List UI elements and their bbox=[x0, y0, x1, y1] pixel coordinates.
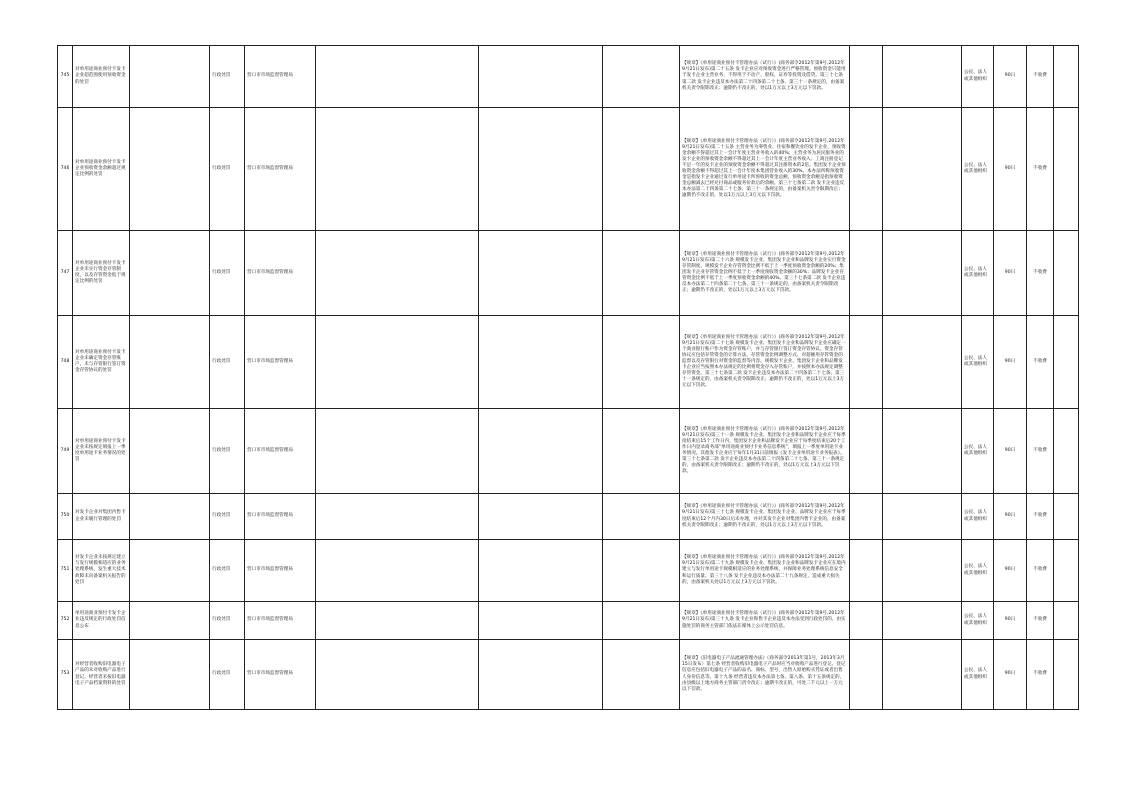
item-name: 对经营者收购旧电器电子产品的未对收购产品进行登记、经营者未按旧电器电子产品档案资料的处罚 bbox=[73, 640, 130, 710]
empty-cell bbox=[883, 640, 962, 710]
item-subject: 公民、法人或其他组织 bbox=[962, 316, 994, 409]
item-fee: 不收费 bbox=[1027, 540, 1054, 602]
item-name: 对发卡企业未按规定建立与发行规模相适应的业务处理系统，发生重大技术故障未向备案机关报告的处罚 bbox=[73, 540, 130, 602]
empty-cell bbox=[130, 409, 210, 494]
empty-cell bbox=[316, 494, 479, 540]
item-subject: 公民、法人或其他组织 bbox=[962, 540, 994, 602]
empty-cell bbox=[316, 108, 479, 231]
table-row bbox=[58, 231, 1079, 316]
item-number: 747 bbox=[58, 231, 73, 316]
empty-cell bbox=[850, 602, 883, 640]
empty-cell bbox=[316, 602, 479, 640]
item-number: 752 bbox=[58, 602, 73, 640]
empty-cell bbox=[850, 540, 883, 602]
item-subject: 公民、法人或其他组织 bbox=[962, 640, 994, 710]
empty-cell bbox=[316, 540, 479, 602]
empty-cell bbox=[850, 316, 883, 409]
empty-cell bbox=[1054, 108, 1079, 231]
item-basis: 【规章】《单用途商业预付卡管理办法（试行）》(商务部令2012年第9号,2012年9月21日发布)第二十五条 主营业务为零售业、住宿和餐饮业的发卡企业，预收资金余额不得超过其上一会计年度主营业务收入的40%；主营业务为居民服务业的发卡企业的预收资金余额不得超过其上一会计年度主营业务收入；工商注册登记不足一年的发卡企业的预收资金余额不得超过其注册资本的2倍。集团发卡企业预收资金余额不得超过其上一会计年度本集团营业收入的30%。本办法所称预收资金是指发卡企业通过发行单用途卡所预收的资金总额，预收资金余额是指预收资金总额减去已经兑付商品或服务价款后的余额。第三十七条第二款 发卡企业违反本办法第二十四条第二十七条、第三十一条规定的，由备案机关责令限期改正；逾期仍不改正的，处以1万元以上3万元以下罚款。 bbox=[680, 108, 850, 231]
empty-cell bbox=[603, 108, 680, 231]
item-number: 750 bbox=[58, 494, 73, 540]
table-row bbox=[58, 640, 1079, 710]
item-basis: 【规章】《单用途商业预付卡管理办法（试行）》(商务部令2012年第9号,2012年9月21日发布)第三十九条 发卡企业和售卡企业违反本办法受到行政处罚的，由实施处罚的商务主管部门依法在媒体上公示处罚信息。 bbox=[680, 602, 850, 640]
item-type: 行政处罚 bbox=[210, 540, 245, 602]
empty-cell bbox=[603, 640, 680, 710]
item-dept: 营口市市场监督管理局 bbox=[245, 602, 316, 640]
catalog-table bbox=[57, 45, 1079, 710]
item-subject: 公民、法人或其他组织 bbox=[962, 231, 994, 316]
empty-cell bbox=[1054, 46, 1079, 108]
item-dept: 营口市市场监督管理局 bbox=[245, 540, 316, 602]
empty-cell bbox=[603, 409, 680, 494]
empty-cell bbox=[1054, 316, 1079, 409]
item-subject: 公民、法人或其他组织 bbox=[962, 108, 994, 231]
item-basis: 【规章】《单用途商业预付卡管理办法（试行）》(商务部令2012年第9号,2012年9月21日发布)第二十七条 规模发卡企业、集团发卡企业和品牌发卡企业应确定一个商业银行账户作为资金存管账户，并与存管银行签订资金存管协议。资金存管协议应包括存管资金的计算方法、存管资金比例调整方式、对超额用存管资金的监督以及存管银行对资金的监督等内容。规模发卡企业、集团发卡企业和品牌发卡企业应当按照本办法规定的比例将资金存入存管账户，并按照本办法规定调整存管资金。第三十七条第二款 发卡企业违反本办法第二十四条第二十七条、第三十一条规定的，由备案机关责令限期改正；逾期仍不改正的，处以1万元以上3万元以下罚款。 bbox=[680, 316, 850, 409]
item-dept: 营口市市场监督管理局 bbox=[245, 231, 316, 316]
empty-cell bbox=[1054, 640, 1079, 710]
item-basis: 【规章】《单用途商业预付卡管理办法（试行）》(商务部令2012年第9号,2012年9月21日发布)第二十六条 规模发卡企业、集团发卡企业和品牌发卡企业实行资金存管制度。规模发卡企业存管资金比例不低于上一季度预收资金余额的20%；集团发卡企业存管资金比例不低于上一季度预收资金余额的30%；品牌发卡企业存管资金比例不低于上一季度预收资金余额的40%。第三十七条第二款 发卡企业违反本办法第二十四条第二十七条、第三十一条规定的，由备案机关责令限期改正；逾期仍不改正的，处以1万元以上3万元以下罚款。 bbox=[680, 231, 850, 316]
item-number: 749 bbox=[58, 409, 73, 494]
table-row bbox=[58, 540, 1079, 602]
item-subject: 公民、法人或其他组织 bbox=[962, 409, 994, 494]
empty-cell bbox=[883, 46, 962, 108]
empty-cell bbox=[883, 409, 962, 494]
item-days: 90日 bbox=[994, 602, 1027, 640]
item-fee: 不收费 bbox=[1027, 494, 1054, 540]
table-row bbox=[58, 494, 1079, 540]
item-number: 753 bbox=[58, 640, 73, 710]
item-days: 90日 bbox=[994, 540, 1027, 602]
item-name: 对单用途商业预付卡发卡企业未按规定填报上一季度单用途卡业务情况的处罚 bbox=[73, 409, 130, 494]
item-dept: 营口市市场监督管理局 bbox=[245, 640, 316, 710]
item-days: 90日 bbox=[994, 409, 1027, 494]
item-dept: 营口市市场监督管理局 bbox=[245, 494, 316, 540]
item-name: 对单用途商业预付卡发卡企业超范围使用预收资金的处罚 bbox=[73, 46, 130, 108]
empty-cell bbox=[479, 108, 603, 231]
item-type: 行政处罚 bbox=[210, 231, 245, 316]
empty-cell bbox=[316, 46, 479, 108]
empty-cell bbox=[850, 46, 883, 108]
item-subject: 公民、法人或其他组织 bbox=[962, 494, 994, 540]
item-number: 751 bbox=[58, 540, 73, 602]
item-type: 行政处罚 bbox=[210, 640, 245, 710]
item-days: 90日 bbox=[994, 640, 1027, 710]
empty-cell bbox=[1054, 494, 1079, 540]
empty-cell bbox=[479, 494, 603, 540]
item-name: 对发卡企业对集团内售卡企业未履行管理的处罚 bbox=[73, 494, 130, 540]
empty-cell bbox=[479, 409, 603, 494]
empty-cell bbox=[316, 316, 479, 409]
empty-cell bbox=[883, 316, 962, 409]
item-dept: 营口市市场监督管理局 bbox=[245, 46, 316, 108]
item-type: 行政处罚 bbox=[210, 108, 245, 231]
empty-cell bbox=[850, 494, 883, 540]
item-number: 745 bbox=[58, 46, 73, 108]
item-subject: 公民、法人或其他组织 bbox=[962, 602, 994, 640]
item-name: 对单用途商业预付卡发卡企业未确定资金存管账户、未与存管银行签订资金存管协议的处罚 bbox=[73, 316, 130, 409]
empty-cell bbox=[603, 316, 680, 409]
empty-cell bbox=[316, 231, 479, 316]
empty-cell bbox=[130, 540, 210, 602]
item-fee: 不收费 bbox=[1027, 46, 1054, 108]
item-name: 对单用途商业预付卡发卡企业预收资金余额超过规定比例的处罚 bbox=[73, 108, 130, 231]
item-number: 746 bbox=[58, 108, 73, 231]
empty-cell bbox=[130, 231, 210, 316]
item-dept: 营口市市场监督管理局 bbox=[245, 108, 316, 231]
item-fee: 不收费 bbox=[1027, 602, 1054, 640]
empty-cell bbox=[130, 494, 210, 540]
item-basis: 【规章】《旧电器电子产品流通管理办法》（商务部令2013年第1号，2013年3月15日发布）第七条 经营者收购旧电器电子产品时应当对收购产品进行登记。登记信息应包括旧电器电子产品的品名、商标、型号，出售人原始购买凭证或者出售人身份信息等。第十九条 经营者违反本办法第七条、第八条、第十五条规定的，由县级以上地方商务主管部门责令改正；逾期不改正的，可处二千元以上一万元以下罚款。 bbox=[680, 640, 850, 710]
item-type: 行政处罚 bbox=[210, 494, 245, 540]
table-row bbox=[58, 316, 1079, 409]
empty-cell bbox=[883, 108, 962, 231]
empty-cell bbox=[130, 108, 210, 231]
item-fee: 不收费 bbox=[1027, 640, 1054, 710]
item-days: 90日 bbox=[994, 46, 1027, 108]
empty-cell bbox=[883, 231, 962, 316]
empty-cell bbox=[479, 231, 603, 316]
table-row bbox=[58, 409, 1079, 494]
item-fee: 不收费 bbox=[1027, 409, 1054, 494]
item-fee: 不收费 bbox=[1027, 108, 1054, 231]
empty-cell bbox=[130, 46, 210, 108]
item-basis: 【规章】《单用途商业预付卡管理办法（试行）》(商务部令2012年第9号,2012年9月21日发布)第二十九条 规模发卡企业、集团发卡企业和品牌发卡企业应在境内建立与发行单用途卡规模相适应的业务处理系统，并保障业务处理系统信息安全和运行质量。第三十八条 发卡企业违反本办法第二十九条规定，造成重大损失的，由备案机关处以1万元以上3万元以下罚款。 bbox=[680, 540, 850, 602]
empty-cell bbox=[479, 640, 603, 710]
empty-cell bbox=[850, 108, 883, 231]
empty-cell bbox=[1054, 540, 1079, 602]
table-row bbox=[58, 602, 1079, 640]
empty-cell bbox=[883, 602, 962, 640]
item-type: 行政处罚 bbox=[210, 409, 245, 494]
item-fee: 不收费 bbox=[1027, 316, 1054, 409]
table-row bbox=[58, 108, 1079, 231]
empty-cell bbox=[479, 602, 603, 640]
empty-cell bbox=[603, 602, 680, 640]
empty-cell bbox=[603, 494, 680, 540]
item-dept: 营口市市场监督管理局 bbox=[245, 409, 316, 494]
item-days: 90日 bbox=[994, 231, 1027, 316]
empty-cell bbox=[603, 540, 680, 602]
item-fee: 不收费 bbox=[1027, 231, 1054, 316]
empty-cell bbox=[130, 316, 210, 409]
item-type: 行政处罚 bbox=[210, 46, 245, 108]
empty-cell bbox=[479, 540, 603, 602]
item-days: 90日 bbox=[994, 108, 1027, 231]
item-basis: 【规章】《单用途商业预付卡管理办法（试行）》(商务部令2012年第9号,2012年9月21日发布)第二十五条 发卡企业应对预收资金进行严格管理。预收资金只能用于发卡企业主营业务，不得用于不动产、股权、证券等投资及借贷。第三十七条第二款 发卡企业违反本办法第二十四条第二十七条、第三十一条规定的，由备案机关责令限期改正；逾期仍不改正的，处以1万元以上3万元以下罚款。 bbox=[680, 46, 850, 108]
item-days: 90日 bbox=[994, 494, 1027, 540]
empty-cell bbox=[850, 409, 883, 494]
empty-cell bbox=[883, 540, 962, 602]
empty-cell bbox=[850, 640, 883, 710]
empty-cell bbox=[479, 316, 603, 409]
item-type: 行政处罚 bbox=[210, 316, 245, 409]
item-dept: 营口市市场监督管理局 bbox=[245, 316, 316, 409]
empty-cell bbox=[603, 231, 680, 316]
item-type: 行政处罚 bbox=[210, 602, 245, 640]
empty-cell bbox=[479, 46, 603, 108]
table-row bbox=[58, 46, 1079, 108]
empty-cell bbox=[1054, 602, 1079, 640]
empty-cell bbox=[603, 46, 680, 108]
empty-cell bbox=[1054, 231, 1079, 316]
empty-cell bbox=[1054, 409, 1079, 494]
item-name: 单用途商业预付卡发卡企业违反规定的行政处罚信息公布 bbox=[73, 602, 130, 640]
item-basis: 【规章】《单用途商业预付卡管理办法（试行）》(商务部令2012年第9号,2012年9月21日发布)第三十七条 规模发卡企业、集团发卡企业、品牌发卡企业应于每季度结束后12个月内30日后未办理，并对其发卡企业对集团内售卡企业的，由备案机关责令限期改正；逾期仍不改正的，处以1万元以上3万元以下罚款。 bbox=[680, 494, 850, 540]
empty-cell bbox=[850, 231, 883, 316]
item-number: 748 bbox=[58, 316, 73, 409]
item-subject: 公民、法人或其他组织 bbox=[962, 46, 994, 108]
empty-cell bbox=[130, 602, 210, 640]
item-days: 90日 bbox=[994, 316, 1027, 409]
empty-cell bbox=[130, 640, 210, 710]
empty-cell bbox=[316, 640, 479, 710]
empty-cell bbox=[316, 409, 479, 494]
empty-cell bbox=[883, 494, 962, 540]
item-name: 对单用途商业预付卡发卡企业未实行资金存管制度，以及存管资金低于规定比例的处罚 bbox=[73, 231, 130, 316]
item-basis: 【规章】《单用途商业预付卡管理办法（试行）》(商务部令2012年第9号,2012年9月21日发布)第三十一条 规模发卡企业、集团发卡企业和品牌发卡企业应于每季度结束后15个工作日内，集团发卡企业和品牌发卡企业应于每季度结束后20个工作日内登录商务部“单用途商业预付卡业务信息系统”，填报上一季度单用途卡业务情况。其他发卡企业应于每年1月31日前填报《发卡企业单用途卡业务报表》。第三十七条第二款 发卡企业违反本办法第二十四条第二十七条、第三十一条规定的，由备案机关责令限期改正；逾期仍不改正的，处以1万元以上3万元以下罚款。 bbox=[680, 409, 850, 494]
